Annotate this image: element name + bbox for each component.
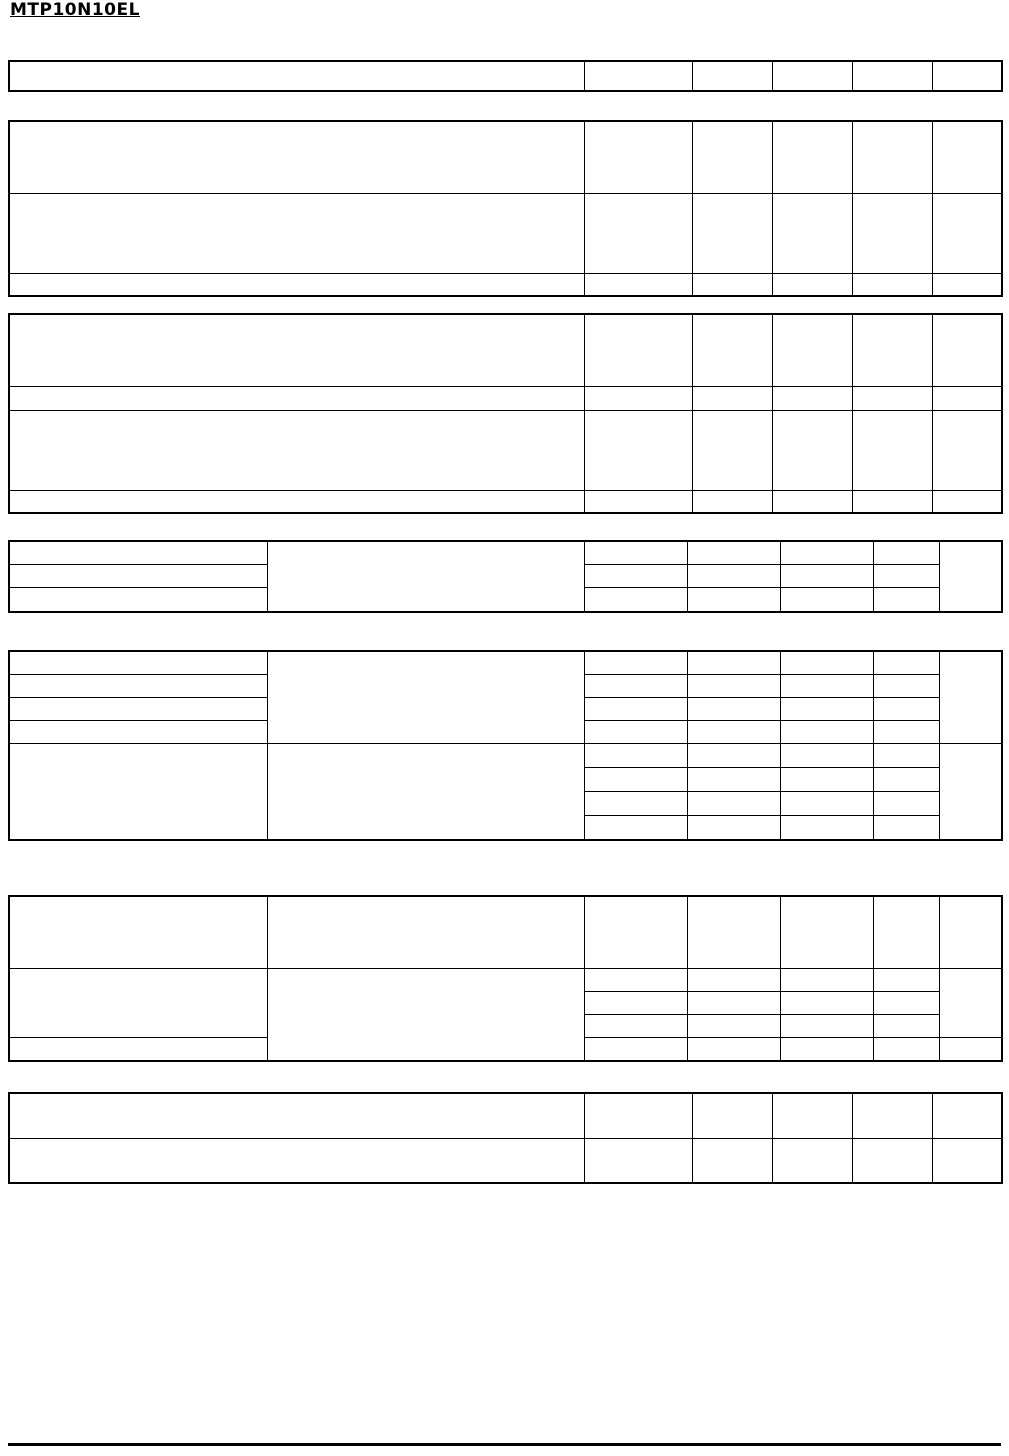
cell-min	[692, 1093, 772, 1138]
cell-max	[873, 651, 939, 674]
cell-typ	[772, 273, 852, 296]
cell-min	[687, 896, 780, 968]
cell-symbol	[584, 564, 687, 587]
cell-typ	[780, 1014, 873, 1037]
cell-min	[687, 1014, 780, 1037]
cell-typ	[780, 968, 873, 991]
cell-min	[687, 968, 780, 991]
cell-max	[852, 314, 932, 386]
cell-min	[687, 541, 780, 564]
cell-min	[692, 490, 772, 513]
table-row	[9, 490, 1002, 513]
table-row	[9, 410, 1002, 490]
cell-min	[687, 674, 780, 697]
cell-unit	[932, 121, 1002, 193]
cell-max	[873, 767, 939, 791]
cell-unit	[939, 1037, 1002, 1061]
cell-typ	[780, 697, 873, 720]
cell-max	[873, 1014, 939, 1037]
cell-typ	[772, 193, 852, 273]
table-row	[9, 896, 1002, 968]
table-row	[9, 121, 1002, 193]
cell-symbol	[584, 991, 687, 1014]
cell-typ	[780, 674, 873, 697]
cell-min	[687, 587, 780, 612]
cell-min	[692, 1138, 772, 1183]
spec-table-6	[8, 895, 1003, 1062]
cell-max	[873, 791, 939, 815]
cell-typ	[780, 1037, 873, 1061]
cell-unit	[932, 273, 1002, 296]
cell-typ	[780, 791, 873, 815]
cell-unit	[932, 314, 1002, 386]
cell-typ	[772, 314, 852, 386]
cell-max	[852, 410, 932, 490]
cell-typ	[772, 410, 852, 490]
table-row	[9, 651, 1002, 674]
cell-label	[9, 743, 267, 840]
spec-table-4	[8, 540, 1003, 613]
cell-unit	[932, 61, 1002, 91]
cell-label	[9, 651, 267, 674]
cell-unit	[932, 410, 1002, 490]
cell-label	[9, 61, 584, 91]
cell-label	[9, 193, 584, 273]
cell-max	[852, 193, 932, 273]
cell-max	[852, 61, 932, 91]
cell-min	[692, 314, 772, 386]
cell-max	[873, 968, 939, 991]
cell-max	[873, 541, 939, 564]
cell-symbol	[584, 1093, 692, 1138]
cell-symbol	[584, 651, 687, 674]
cell-unit	[939, 743, 1002, 840]
cell-label	[9, 410, 584, 490]
cell-symbol	[584, 61, 692, 91]
cell-symbol	[584, 743, 687, 767]
cell-max	[852, 121, 932, 193]
cell-typ	[772, 1138, 852, 1183]
cell-min	[687, 720, 780, 743]
cell-typ	[780, 587, 873, 612]
table-row	[9, 1138, 1002, 1183]
cell-symbol	[584, 791, 687, 815]
cell-condition	[267, 651, 584, 743]
cell-symbol	[584, 273, 692, 296]
cell-max	[852, 386, 932, 410]
cell-typ	[780, 896, 873, 968]
cell-min	[687, 991, 780, 1014]
cell-typ	[780, 651, 873, 674]
cell-max	[852, 490, 932, 513]
cell-symbol	[584, 968, 687, 991]
cell-min	[687, 1037, 780, 1061]
cell-symbol	[584, 121, 692, 193]
cell-label	[9, 1037, 267, 1061]
cell-symbol	[584, 1138, 692, 1183]
table-row	[9, 743, 1002, 767]
cell-min	[687, 564, 780, 587]
cell-condition	[267, 896, 584, 968]
cell-symbol	[584, 193, 692, 273]
cell-max	[873, 674, 939, 697]
cell-label	[9, 121, 584, 193]
cell-min	[687, 767, 780, 791]
spec-table-1	[8, 60, 1003, 92]
cell-label	[9, 587, 267, 612]
cell-label	[9, 697, 267, 720]
cell-unit	[932, 386, 1002, 410]
cell-symbol	[584, 720, 687, 743]
cell-symbol	[584, 1014, 687, 1037]
cell-label	[9, 1093, 584, 1138]
cell-unit	[939, 541, 1002, 612]
cell-label	[9, 896, 267, 968]
cell-label	[9, 273, 584, 296]
cell-max	[852, 1093, 932, 1138]
spec-table-5	[8, 650, 1003, 841]
cell-max	[852, 273, 932, 296]
table-row	[9, 1093, 1002, 1138]
cell-max	[873, 697, 939, 720]
cell-max	[873, 991, 939, 1014]
table-row	[9, 193, 1002, 273]
cell-symbol	[584, 541, 687, 564]
cell-label	[9, 541, 267, 564]
cell-symbol	[584, 815, 687, 840]
cell-symbol	[584, 490, 692, 513]
cell-unit	[932, 490, 1002, 513]
cell-label	[9, 1138, 584, 1183]
cell-max	[873, 564, 939, 587]
cell-min	[687, 815, 780, 840]
cell-label	[9, 564, 267, 587]
cell-max	[873, 587, 939, 612]
table-row	[9, 61, 1002, 91]
cell-max	[873, 720, 939, 743]
cell-condition	[267, 968, 584, 1061]
cell-min	[687, 791, 780, 815]
cell-min	[687, 743, 780, 767]
cell-symbol	[584, 767, 687, 791]
cell-min	[687, 651, 780, 674]
cell-symbol	[584, 697, 687, 720]
table-row	[9, 273, 1002, 296]
cell-unit	[932, 1093, 1002, 1138]
cell-typ	[780, 743, 873, 767]
cell-min	[692, 61, 772, 91]
cell-max	[873, 815, 939, 840]
cell-min	[692, 193, 772, 273]
cell-min	[692, 386, 772, 410]
table-row	[9, 968, 1002, 991]
spec-table-3	[8, 313, 1003, 514]
cell-symbol	[584, 314, 692, 386]
cell-symbol	[584, 386, 692, 410]
footer-rule	[8, 1443, 1001, 1446]
cell-typ	[772, 121, 852, 193]
cell-typ	[772, 490, 852, 513]
cell-min	[692, 273, 772, 296]
cell-symbol	[584, 1037, 687, 1061]
cell-min	[692, 410, 772, 490]
cell-max	[873, 743, 939, 767]
cell-min	[687, 697, 780, 720]
cell-typ	[780, 720, 873, 743]
cell-label	[9, 968, 267, 1037]
cell-max	[873, 896, 939, 968]
page-title: MTP10N10EL	[10, 0, 140, 20]
spec-table-7	[8, 1092, 1003, 1184]
cell-label	[9, 674, 267, 697]
cell-typ	[772, 1093, 852, 1138]
cell-label	[9, 720, 267, 743]
cell-typ	[780, 815, 873, 840]
cell-unit	[932, 193, 1002, 273]
table-row	[9, 314, 1002, 386]
cell-typ	[780, 564, 873, 587]
cell-condition	[267, 541, 584, 612]
table-row	[9, 386, 1002, 410]
cell-unit	[939, 968, 1002, 1037]
cell-unit	[939, 896, 1002, 968]
cell-max	[873, 1037, 939, 1061]
cell-label	[9, 314, 584, 386]
cell-condition	[267, 743, 584, 840]
cell-unit	[939, 651, 1002, 743]
cell-max	[852, 1138, 932, 1183]
cell-typ	[780, 541, 873, 564]
cell-typ	[772, 61, 852, 91]
cell-label	[9, 386, 584, 410]
cell-symbol	[584, 896, 687, 968]
cell-typ	[780, 991, 873, 1014]
spec-table-2	[8, 120, 1003, 297]
cell-symbol	[584, 410, 692, 490]
cell-typ	[772, 386, 852, 410]
table-row	[9, 541, 1002, 564]
cell-min	[692, 121, 772, 193]
cell-label	[9, 490, 584, 513]
cell-unit	[932, 1138, 1002, 1183]
cell-typ	[780, 767, 873, 791]
cell-symbol	[584, 674, 687, 697]
cell-symbol	[584, 587, 687, 612]
